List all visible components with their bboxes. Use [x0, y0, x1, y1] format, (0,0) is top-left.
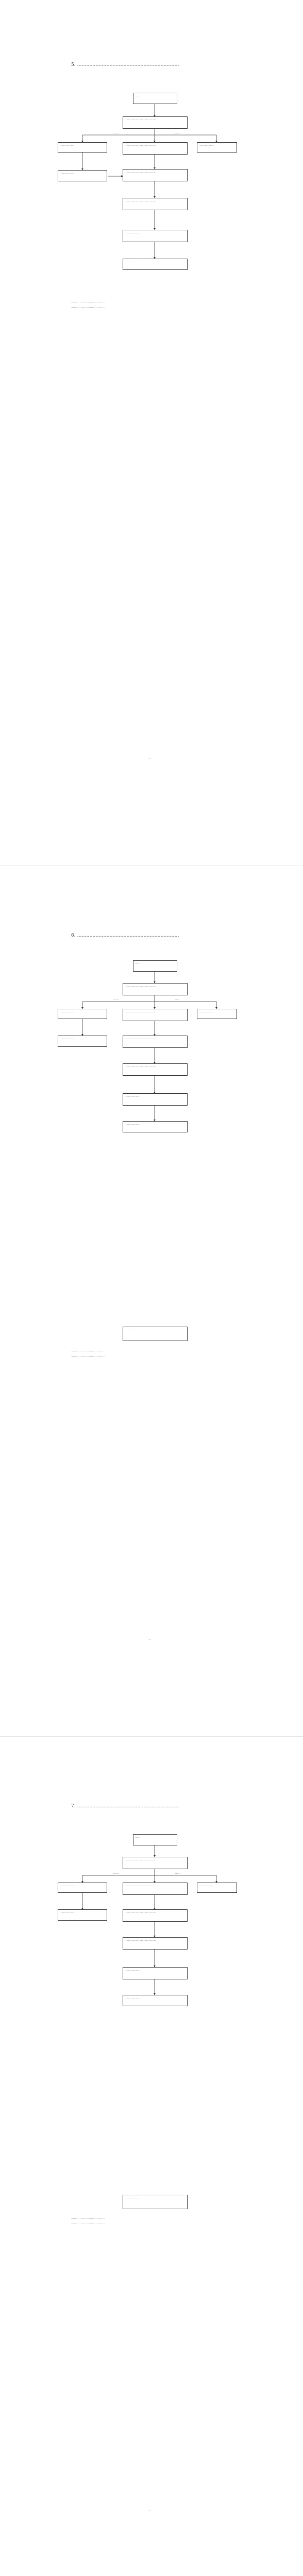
footnote-1: ……………………………… — [71, 2217, 105, 2220]
flow-box-end: ……………… — [123, 1995, 188, 2006]
flow-box-left-2: ……………… — [58, 170, 107, 181]
flow-box-left-2: ……………… — [58, 1909, 107, 1921]
flow-box-accept: …… — [133, 93, 177, 104]
flow-box-main-2: ……………………………… — [123, 1009, 188, 1021]
flow-box-result: ……………… — [123, 1967, 188, 1979]
flow-box-main-4: ……………………………… — [123, 198, 188, 210]
flow-box-right-1: ……………… — [197, 142, 237, 152]
continuation-box: ……………… — [123, 1327, 188, 1341]
flow-label-a: …… — [113, 1872, 119, 1875]
flow-box-main-1: ……………………………… — [123, 116, 188, 129]
document-page-1 — [0, 0, 303, 866]
flow-label-a: …… — [113, 998, 119, 1001]
flow-label-b: …… — [175, 131, 180, 134]
flow-box-left-2: ……………… — [58, 1036, 107, 1047]
flow-connectors — [0, 0, 303, 866]
flow-box-main-3: ……………………………… — [123, 169, 188, 181]
continuation-box: ……………… — [123, 2195, 188, 2209]
flow-box-main-1: ……………………………… — [123, 983, 188, 995]
page-divider — [0, 1736, 303, 1737]
document-page-3 — [0, 1741, 303, 2576]
footnote-2: ……………………………… — [71, 306, 105, 309]
flow-box-main-2: ……………………………… — [123, 142, 188, 155]
flow-box-main-3: ……………………………… — [123, 1036, 188, 1048]
footnote-1: ……………………………… — [71, 300, 105, 303]
flow-box-right-1: ……………… — [197, 1009, 237, 1019]
flow-box-left-1: ……………… — [58, 1883, 107, 1893]
page-number: — — [148, 1638, 151, 1641]
flow-connectors — [0, 871, 303, 1736]
flow-box-result: ……………… — [123, 1093, 188, 1106]
flow-box-main-3: ……………………………… — [123, 1909, 188, 1922]
flow-box-main-1: ……………………………… — [123, 1857, 188, 1869]
flow-box-left-1: ……………… — [58, 1009, 107, 1019]
flow-label-b: …… — [175, 1872, 180, 1875]
flow-label-a: …… — [113, 131, 119, 134]
flow-box-left-1: ……………… — [58, 142, 107, 152]
footnote-2: ……………………………… — [71, 1354, 105, 1358]
flow-box-main-4: ……………………………… — [123, 1937, 188, 1950]
item-title: 7. ………………………………………………………… — [71, 1804, 179, 1809]
flow-box-main-4: ……………………………… — [123, 1063, 188, 1076]
flow-label-b: …… — [175, 998, 180, 1001]
document-page-2 — [0, 871, 303, 1736]
flow-box-end: ……………… — [123, 1121, 188, 1132]
item-title: 5. ………………………………………………………… — [71, 62, 179, 67]
flow-box-accept: …… — [133, 960, 177, 972]
flow-box-end: ……………… — [123, 259, 188, 270]
footnote-2: ……………………………… — [71, 2222, 105, 2225]
flow-box-main-2: ……………………………… — [123, 1883, 188, 1895]
page-number: — — [148, 2509, 151, 2512]
item-title: 6. ………………………………………………………… — [71, 933, 179, 938]
flow-box-accept: …… — [133, 1834, 177, 1845]
page-number: — — [148, 757, 151, 760]
flow-box-result: ……………… — [123, 230, 188, 242]
flow-box-right-1: ……………… — [197, 1883, 237, 1893]
footnote-1: ……………………………… — [71, 1349, 105, 1352]
